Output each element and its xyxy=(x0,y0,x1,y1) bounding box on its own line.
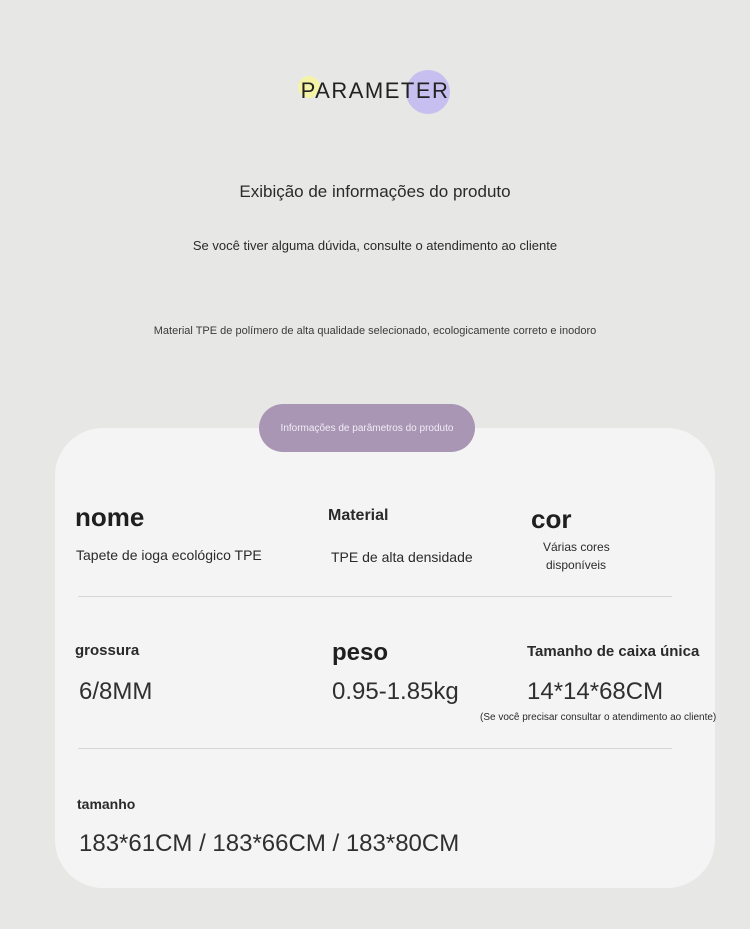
param-cor-label: cor xyxy=(531,504,572,534)
param-grossura-label: grossura xyxy=(75,642,140,659)
intro-heading: Exibição de informações do produto xyxy=(239,182,511,201)
material-description: Material TPE de polímero de alta qualidade selecionado, ecologicamente correto e inodoro xyxy=(153,325,597,337)
param-grossura-value: 6/8MM xyxy=(79,678,153,705)
param-caixa-label: Tamanho de caixa única xyxy=(527,643,700,660)
section-header xyxy=(0,74,750,114)
intro-subheading: Se você tiver alguma dúvida, consulte o atendimento ao cliente xyxy=(192,238,558,253)
param-tamanho-label: tamanho xyxy=(77,796,136,812)
param-caixa-value: 14*14*68CM xyxy=(527,678,664,705)
param-caixa-note: (Se você precisar consultar o atendimento ao cliente) xyxy=(480,712,717,723)
param-material-value: TPE de alta densidade xyxy=(331,549,473,565)
param-cor-value-line1: Várias cores xyxy=(543,540,610,554)
param-nome-value: Tapete de ioga ecológico TPE xyxy=(76,547,262,563)
section-title: PARAMETER xyxy=(300,78,450,103)
parameter-badge-label: Informações de parâmetros do produto xyxy=(280,422,454,434)
param-peso-label: peso xyxy=(332,639,389,666)
row-divider xyxy=(78,596,672,597)
param-peso-value: 0.95-1.85kg xyxy=(332,678,459,705)
param-cor-value-line2: disponíveis xyxy=(546,558,607,572)
param-material-label: Material xyxy=(328,507,389,524)
parameter-badge xyxy=(259,404,475,452)
param-tamanho-value: 183*61CM / 183*66CM / 183*80CM xyxy=(79,830,460,857)
row-divider xyxy=(78,748,672,749)
param-nome-label: nome xyxy=(75,502,145,532)
